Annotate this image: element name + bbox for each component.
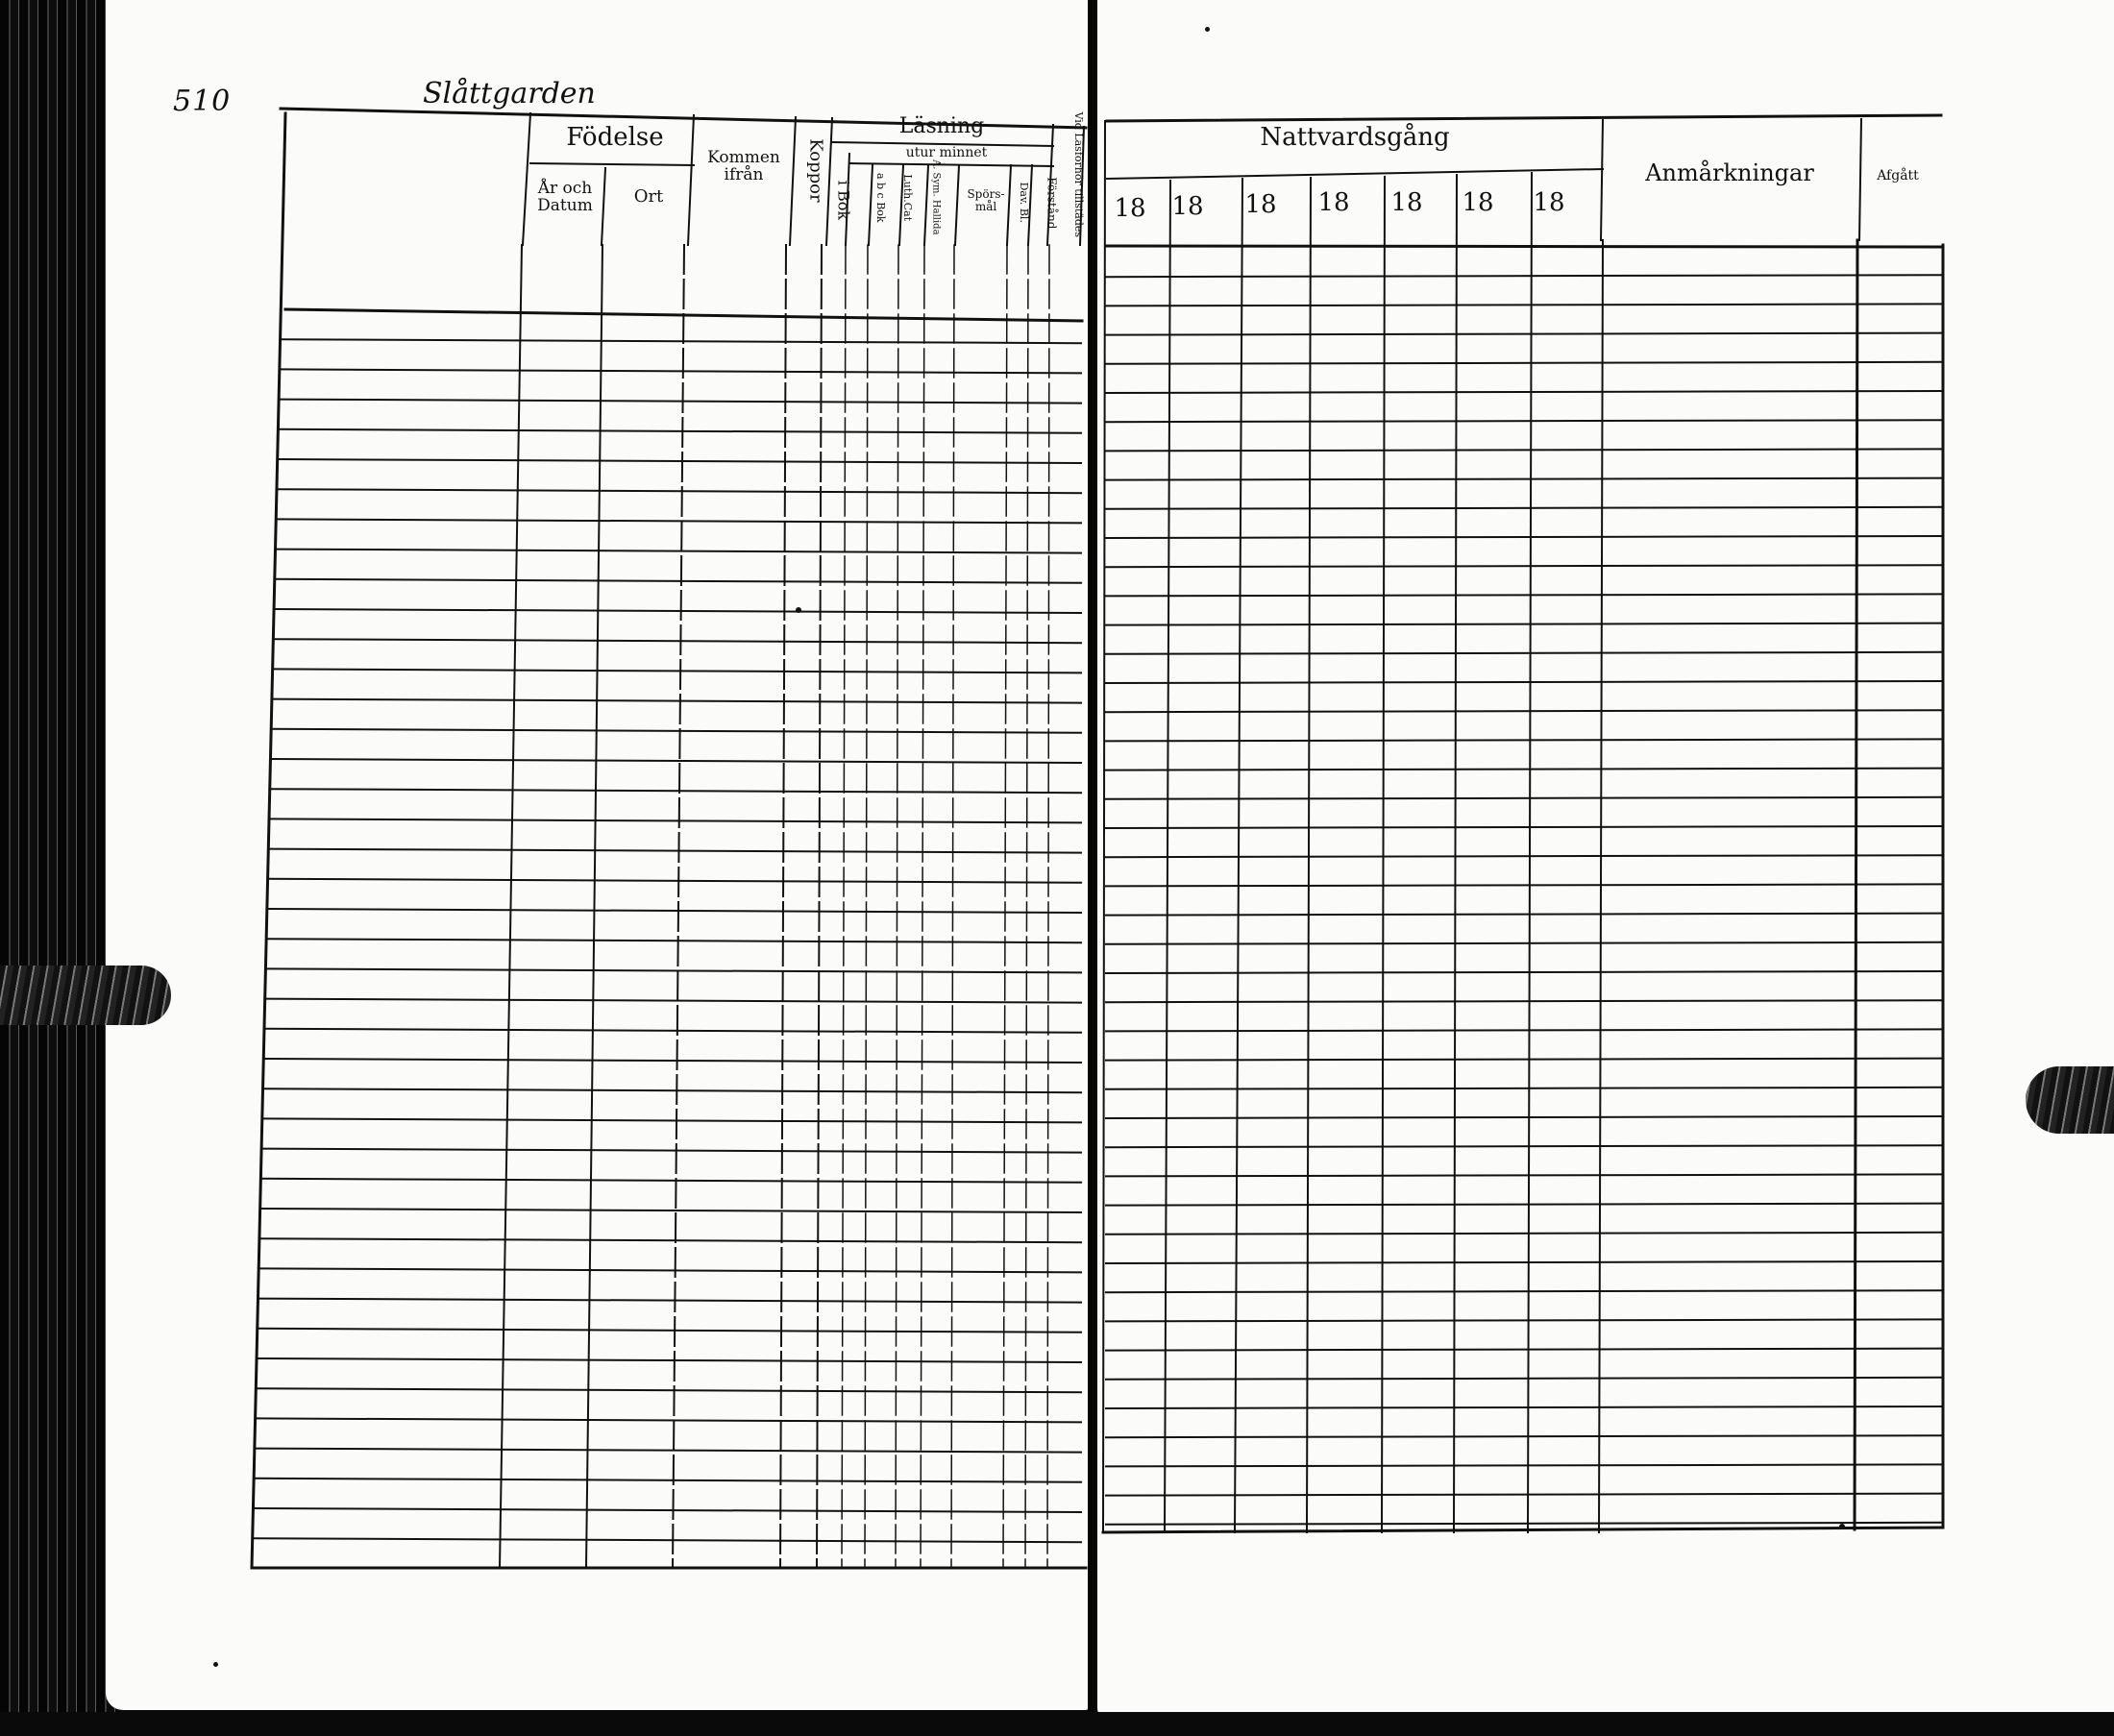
ledger-row-line	[259, 1238, 1082, 1242]
ledger-row-line	[1105, 623, 1943, 625]
ledger-row-line	[276, 519, 1082, 523]
year-prefix-4: 18	[1317, 188, 1350, 217]
ledger-row-line	[1105, 1378, 1943, 1380]
year-prefix-7: 18	[1533, 188, 1565, 217]
ledger-row-line	[262, 1118, 1082, 1122]
ledger-row-line	[255, 1449, 1082, 1453]
ledger-row-line	[1105, 1000, 1943, 1002]
ledger-row-line	[1105, 362, 1943, 364]
ledger-row-line	[254, 1508, 1082, 1512]
ledger-row-line	[1105, 536, 1943, 538]
ledger-row-line	[266, 939, 1082, 942]
ledger-row-line	[269, 819, 1082, 822]
ledger-row-line	[1105, 1116, 1943, 1118]
header-afgatt: Afgått	[1877, 168, 1919, 183]
handwritten-heading: Slåttgarden	[423, 77, 596, 110]
ledger-row-line	[253, 1538, 1082, 1542]
ledger-row-line	[272, 699, 1082, 703]
ledger-row-line	[1105, 1435, 1943, 1437]
ledger-row-line	[279, 400, 1082, 403]
ledger-row-line	[257, 1388, 1083, 1392]
ledger-row-line	[254, 1479, 1082, 1482]
ledger-row-line	[1105, 1319, 1943, 1321]
ink-speck	[1205, 27, 1210, 32]
year-prefix-2: 18	[1171, 192, 1204, 221]
ledger-row-line	[1105, 710, 1943, 712]
ledger-row-line	[267, 909, 1082, 913]
ledger-row-line	[1105, 1290, 1943, 1292]
ledger-row-line	[1105, 594, 1943, 596]
ink-speck	[1839, 1524, 1845, 1529]
ledger-row-line	[276, 550, 1082, 553]
ledger-row-line	[1105, 942, 1943, 944]
ledger-row-line	[1105, 478, 1943, 480]
ledger-row-line	[275, 579, 1082, 583]
header-anmarkningar: Anmårkningar	[1645, 159, 1814, 186]
ledger-row-line	[278, 429, 1082, 433]
ledger-row-line	[280, 369, 1082, 373]
ledger-row-line	[261, 1179, 1083, 1183]
ledger-row-line	[1105, 1174, 1943, 1176]
ledger-row-line	[256, 1418, 1082, 1422]
ledger-row-line	[1105, 391, 1943, 393]
year-prefix-1: 18	[1114, 194, 1146, 223]
year-prefix-3: 18	[1244, 190, 1277, 219]
ledger-row-line	[274, 609, 1082, 613]
ledger-row-line	[1105, 739, 1943, 741]
ledger-row-line	[277, 489, 1082, 493]
ledger-row-line	[257, 1358, 1082, 1362]
ledger-row-line	[1105, 1088, 1943, 1089]
ledger-row-line	[1105, 1494, 1943, 1496]
ink-speck	[213, 1662, 218, 1667]
year-prefix-6: 18	[1462, 188, 1494, 217]
ledger-row-line	[1105, 565, 1943, 567]
ledger-row-line	[1105, 1204, 1943, 1206]
ledger-row-line	[1105, 652, 1943, 654]
ledger-row-line	[268, 879, 1082, 883]
ledger-row-line	[1105, 797, 1943, 799]
ledger-row-line	[1105, 1261, 1943, 1263]
ledger-row-line	[281, 339, 1082, 343]
folio-number: 510	[173, 85, 232, 118]
ledger-row-line	[1105, 275, 1943, 277]
ledger-row-line	[1105, 914, 1943, 916]
ledger-row-line	[258, 1329, 1082, 1333]
ledger-row-line	[1105, 769, 1943, 770]
ledger-row-line	[263, 1059, 1082, 1063]
ledger-row-line	[1105, 1233, 1943, 1235]
ledger-row-line	[1105, 1145, 1943, 1147]
ink-speck	[796, 607, 801, 613]
ledger-row-line	[1105, 826, 1943, 828]
ledger-row-line	[266, 968, 1083, 972]
header-kommen-ifran: Kommen ifrån	[707, 148, 780, 184]
ledger-row-line	[1105, 971, 1943, 973]
ledger-row-line	[260, 1209, 1082, 1212]
ledger-row-line	[1105, 681, 1943, 683]
ledger-row-line	[1105, 855, 1943, 857]
ledger-row-line	[1105, 1059, 1943, 1061]
ledger-row-line	[258, 1299, 1082, 1303]
ledger-row-line	[265, 999, 1082, 1003]
ledger-row-line	[258, 1268, 1082, 1272]
header-koppor: Koppor	[805, 138, 826, 203]
ledger-row-line	[264, 1029, 1082, 1033]
ledger-row-line	[263, 1088, 1082, 1092]
ledger-row-line	[1105, 884, 1943, 886]
ledger-row-line	[271, 729, 1082, 733]
year-prefix-5: 18	[1390, 188, 1423, 217]
header-a-sym-hallida: A. Sym. Hallida	[930, 159, 942, 235]
header-abc-bok: a b c Bok	[873, 172, 887, 223]
header-fodelse: Födelse	[566, 123, 664, 152]
header-nattvardsgang: Nattvardsgång	[1260, 123, 1450, 152]
header-luth-cat: Luth.Cat	[900, 174, 914, 222]
ledger-row-line	[271, 759, 1083, 763]
ledger-row-line	[273, 669, 1082, 672]
header-utur-minnet: utur minnet	[905, 145, 988, 160]
ledger-row-line	[273, 639, 1082, 643]
header-sporsmal: Spörs-mål	[967, 187, 1005, 213]
header-vid-lasforhor: Vid Läsförhör tillstädes	[1071, 111, 1085, 238]
ledger-row-line	[1105, 420, 1943, 422]
ledger-row-line	[1105, 507, 1943, 509]
ledger-row-line	[1105, 449, 1943, 451]
ledger-row-line	[1105, 333, 1943, 335]
ledger-row-line	[1105, 1464, 1943, 1466]
ledger-row-line	[268, 849, 1082, 853]
ledger-row-line	[1105, 1406, 1943, 1408]
header-ar-och-datum: År och Datum	[537, 179, 593, 215]
ledger-row-line	[1105, 1523, 1943, 1525]
ledger-row-line	[278, 459, 1082, 463]
header-i-bok: i Bok	[834, 180, 853, 221]
ledger-row-line	[1105, 304, 1943, 306]
header-ort: Ort	[633, 186, 664, 207]
ledger-row-line	[261, 1149, 1082, 1153]
ledger-row-line	[1105, 1349, 1943, 1351]
header-lasning: Läsning	[898, 114, 985, 138]
ledger-row-line	[270, 789, 1082, 793]
ledger-row-line	[1105, 1029, 1943, 1031]
header-dav-bl: Dav. Bl.	[1017, 182, 1030, 223]
header-forstand: Förstånd	[1045, 177, 1059, 230]
